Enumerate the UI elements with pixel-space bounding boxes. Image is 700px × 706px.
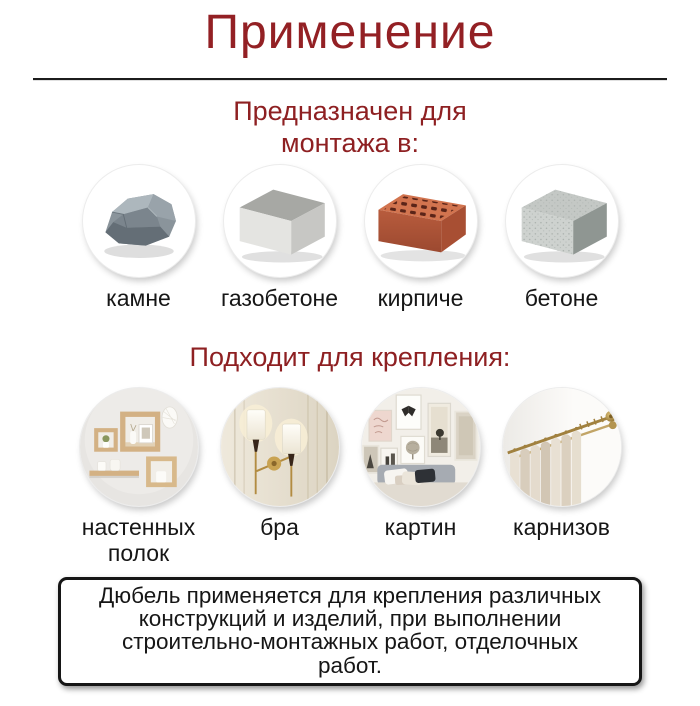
material-label-brick: кирпиче [377,285,464,312]
section-mounting-line2: монтажа в: [281,127,419,158]
title-divider [33,78,667,80]
application-circle-pictures [362,388,480,506]
concrete-block-icon [506,165,618,277]
application-card-curtain-rod [491,388,632,541]
pictures-gallery-icon [362,388,480,506]
aerated-concrete-block-icon [224,165,336,277]
applications-row [0,388,700,567]
brick-icon [365,165,477,277]
sconce-icon [221,388,339,506]
curtain-rod-icon [503,388,621,506]
application-circle-sconce [221,388,339,506]
material-card-stone [68,165,209,312]
application-label-curtain-rod: карнизов [513,514,610,541]
material-card-brick [350,165,491,312]
description-line: строительно-монтажных работ, отделочных [121,629,579,655]
section-mounting-title [0,96,700,160]
infographic-page [0,6,700,706]
application-label-shelves: настенных полок [81,514,196,566]
material-circle-brick [365,165,477,277]
material-label-concrete: бетоне [524,285,599,312]
application-circle-curtain-rod [503,388,621,506]
material-card-concrete [491,165,632,312]
material-label-aerated-concrete: газобетоне [221,285,338,312]
section-mounting-line1: Предназначен для [233,95,467,126]
material-circle-stone [83,165,195,277]
section-fastening-title: Подходит для крепления: [189,342,511,373]
application-label-pictures: картин [384,514,457,541]
wall-shelves-icon [80,388,198,506]
materials-row [0,165,700,312]
application-card-sconce [209,388,350,541]
material-label-stone: камне [106,285,171,312]
description-line: работ. [318,652,382,678]
stone-icon [83,165,195,277]
description-line: Дюбель применяется для крепления различных [99,582,601,608]
material-circle-aerated-concrete [224,165,336,277]
application-label-sconce: бра [260,514,299,541]
application-card-pictures [350,388,491,541]
application-circle-shelves [80,388,198,506]
material-circle-concrete [506,165,618,277]
material-card-aerated-concrete [209,165,350,312]
description-box [58,577,642,687]
application-card-shelves [68,388,209,567]
page-title: Применение [204,6,496,59]
description-line: конструкций и изделий, при выполнении [138,605,562,631]
